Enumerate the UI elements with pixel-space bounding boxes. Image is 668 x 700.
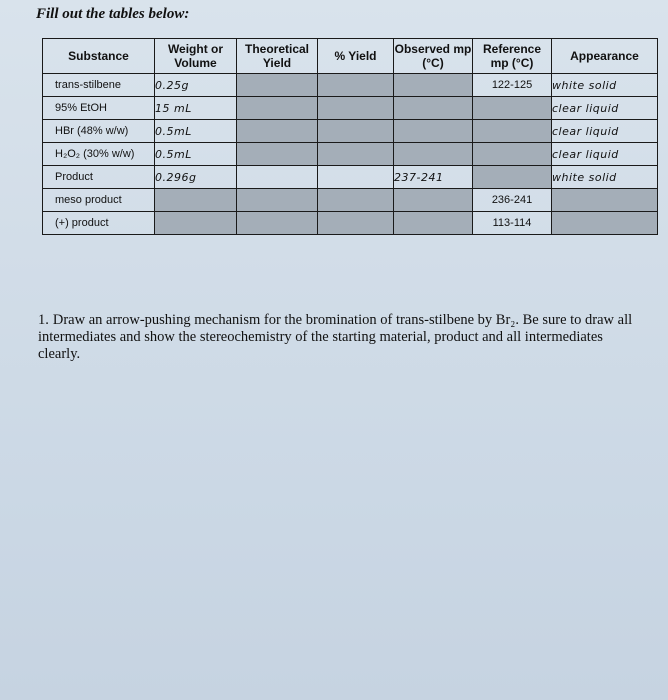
cell-yield bbox=[318, 189, 394, 212]
cell-weight[interactable]: 0.25g bbox=[155, 74, 237, 97]
cell-theoretical bbox=[237, 74, 318, 97]
cell-substance: 95% EtOH bbox=[43, 97, 155, 120]
table-row bbox=[43, 120, 658, 143]
cell-theoretical bbox=[237, 97, 318, 120]
header-appearance: Appearance bbox=[552, 39, 658, 74]
cell-appearance[interactable]: clear liquid bbox=[552, 143, 658, 166]
cell-reference: 236-241 bbox=[473, 189, 552, 212]
cell-observed bbox=[394, 97, 473, 120]
cell-observed[interactable]: 237-241 bbox=[394, 166, 473, 189]
cell-appearance[interactable]: clear liquid bbox=[552, 120, 658, 143]
cell-appearance bbox=[552, 189, 658, 212]
question-text: Draw an arrow-pushing mechanism for the bromination of trans-stilbene by Br₂. Be sure to draw all intermediates and show the stereochemistry of the starting material, product and all intermediates clearly. bbox=[38, 312, 633, 362]
cell-reference bbox=[473, 120, 552, 143]
header-reference: Reference mp (°C) bbox=[473, 39, 552, 74]
header-yield: % Yield bbox=[318, 39, 394, 74]
table-row bbox=[43, 143, 658, 166]
cell-observed bbox=[394, 143, 473, 166]
cell-yield bbox=[318, 97, 394, 120]
cell-theoretical bbox=[237, 212, 318, 235]
header-observed: Observed mp (°C) bbox=[394, 39, 473, 74]
cell-reference bbox=[473, 166, 552, 189]
cell-observed bbox=[394, 189, 473, 212]
cell-weight[interactable]: 15 mL bbox=[155, 97, 237, 120]
cell-weight bbox=[155, 212, 237, 235]
table-row bbox=[43, 74, 658, 97]
header-weight: Weight or Volume bbox=[155, 39, 237, 74]
table-row bbox=[43, 166, 658, 189]
cell-theoretical bbox=[237, 143, 318, 166]
cell-appearance[interactable]: white solid bbox=[552, 166, 658, 189]
cell-yield bbox=[318, 74, 394, 97]
cell-reference: 122-125 bbox=[473, 74, 552, 97]
cell-appearance[interactable]: clear liquid bbox=[552, 97, 658, 120]
question-1 bbox=[38, 312, 638, 363]
cell-substance: (+) product bbox=[43, 212, 155, 235]
cell-yield bbox=[318, 212, 394, 235]
cell-weight[interactable]: 0.296g bbox=[155, 166, 237, 189]
page-heading: Fill out the tables below: bbox=[36, 6, 190, 22]
table-row bbox=[43, 189, 658, 212]
cell-observed bbox=[394, 120, 473, 143]
cell-yield bbox=[318, 143, 394, 166]
cell-weight[interactable]: 0.5mL bbox=[155, 143, 237, 166]
cell-appearance[interactable]: white solid bbox=[552, 74, 658, 97]
cell-weight[interactable]: 0.5mL bbox=[155, 120, 237, 143]
cell-substance: meso product bbox=[43, 189, 155, 212]
table-row bbox=[43, 212, 658, 235]
header-substance: Substance bbox=[43, 39, 155, 74]
table-row bbox=[43, 97, 658, 120]
data-table bbox=[42, 38, 658, 235]
cell-yield bbox=[318, 120, 394, 143]
cell-weight bbox=[155, 189, 237, 212]
cell-theoretical[interactable] bbox=[237, 166, 318, 189]
cell-yield[interactable] bbox=[318, 166, 394, 189]
cell-reference bbox=[473, 97, 552, 120]
cell-substance: Product bbox=[43, 166, 155, 189]
cell-reference: 113-114 bbox=[473, 212, 552, 235]
cell-reference bbox=[473, 143, 552, 166]
cell-theoretical bbox=[237, 189, 318, 212]
cell-theoretical bbox=[237, 120, 318, 143]
table-header-row bbox=[43, 39, 658, 74]
cell-appearance bbox=[552, 212, 658, 235]
cell-substance: H₂O₂ (30% w/w) bbox=[43, 143, 155, 166]
question-number: 1. bbox=[38, 312, 49, 328]
cell-observed bbox=[394, 212, 473, 235]
header-theoretical: Theoretical Yield bbox=[237, 39, 318, 74]
cell-observed bbox=[394, 74, 473, 97]
cell-substance: trans-stilbene bbox=[43, 74, 155, 97]
cell-substance: HBr (48% w/w) bbox=[43, 120, 155, 143]
